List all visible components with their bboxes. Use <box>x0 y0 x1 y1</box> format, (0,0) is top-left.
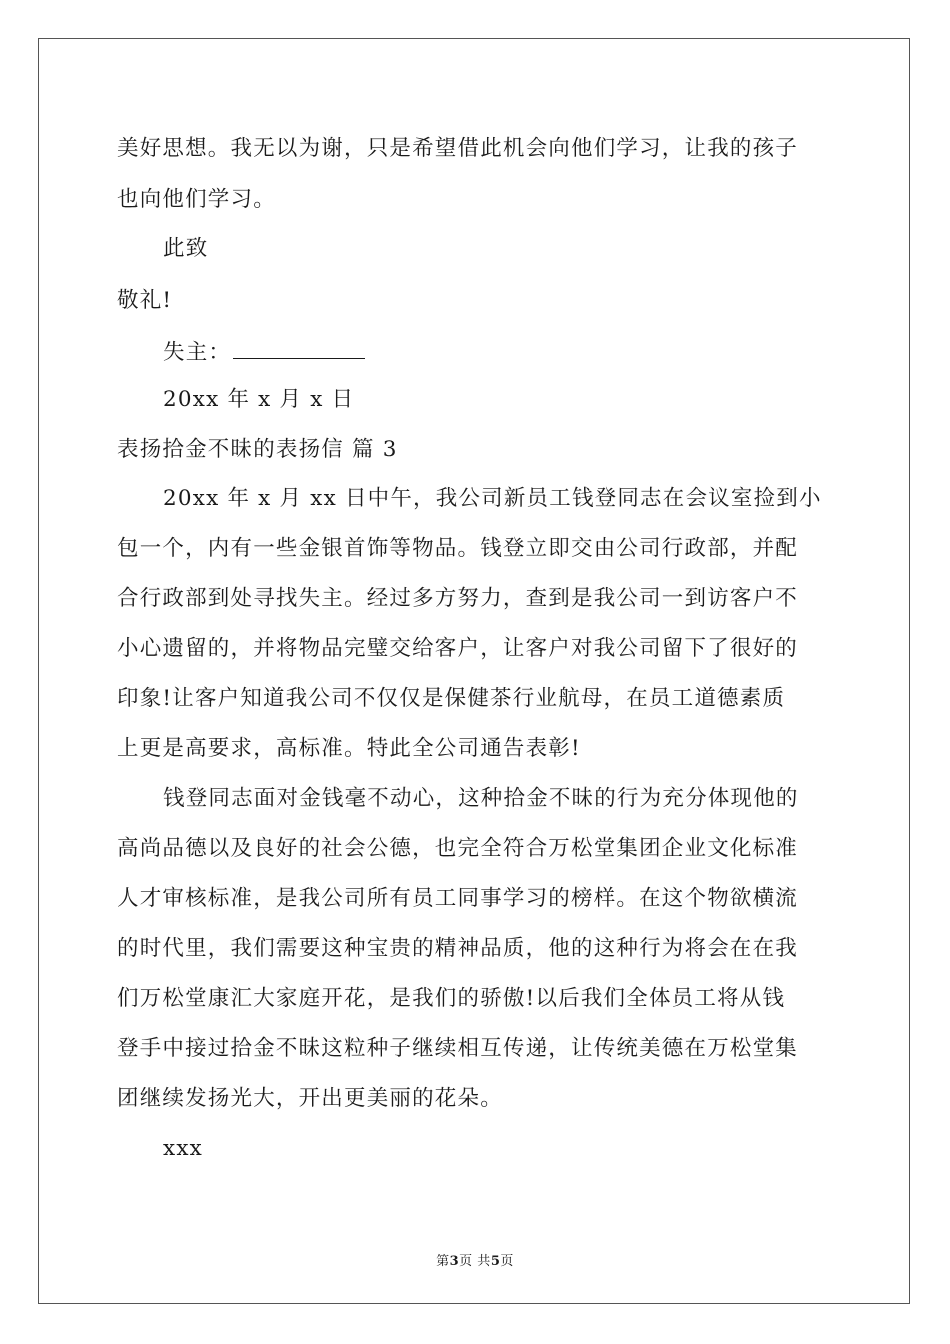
body-line: 登手中接过拾金不昧这粒种子继续相互传递，让传统美德在万松堂集 <box>117 1036 799 1061</box>
body-line: 上更是高要求，高标准。特此全公司通告表彰! <box>117 736 581 761</box>
closing-regards: 敬礼! <box>117 288 173 313</box>
page-frame <box>38 38 910 1304</box>
page-total: 5 <box>490 1254 501 1269</box>
body-line: 钱登同志面对金钱毫不动心，这种拾金不昧的行为充分体现他的 <box>163 786 799 811</box>
body-line: 高尚品德以及良好的社会公德，也完全符合万松堂集团企业文化标准 <box>117 836 799 861</box>
page-suffix: 页 <box>500 1254 514 1269</box>
body-line: 人才审核标准，是我公司所有员工同事学习的榜样。在这个物欲横流 <box>117 886 799 911</box>
page-prefix: 第 <box>436 1254 450 1269</box>
closing-salutation: 此致 <box>163 236 209 261</box>
body-line: 美好思想。我无以为谢，只是希望借此机会向他们学习，让我的孩子 <box>117 136 799 161</box>
sender-name: xxx <box>163 1136 203 1161</box>
body-line: 的时代里，我们需要这种宝贵的精神品质，他的这种行为将会在在我 <box>117 936 799 961</box>
page-current: 3 <box>449 1254 460 1269</box>
signature-blank <box>233 340 365 359</box>
section-heading: 表扬拾金不昧的表扬信 篇 3 <box>117 437 398 462</box>
signature-label: 失主： <box>163 340 232 365</box>
body-line: 们万松堂康汇大家庭开花，是我们的骄傲!以后我们全体员工将从钱 <box>117 986 786 1011</box>
body-line: 也向他们学习。 <box>117 187 276 212</box>
body-line: 包一个，内有一些金银首饰等物品。钱登立即交由公司行政部，并配 <box>117 536 799 561</box>
date-line: 20xx 年 x 月 x 日 <box>163 387 355 412</box>
signature-row <box>163 340 365 364</box>
page-footer <box>0 1250 950 1269</box>
body-line: 团继续发扬光大，开出更美丽的花朵。 <box>117 1086 503 1111</box>
body-line: 小心遗留的，并将物品完璧交给客户，让客户对我公司留下了很好的 <box>117 636 799 661</box>
body-line: 合行政部到处寻找失主。经过多方努力，查到是我公司一到访客户不 <box>117 586 799 611</box>
body-line: 印象!让客户知道我公司不仅仅是保健茶行业航母，在员工道德素质 <box>117 686 786 711</box>
body-line: 20xx 年 x 月 xx 日中午，我公司新员工钱登同志在会议室捡到小 <box>163 486 822 511</box>
page-mid: 页 共 <box>459 1254 491 1269</box>
